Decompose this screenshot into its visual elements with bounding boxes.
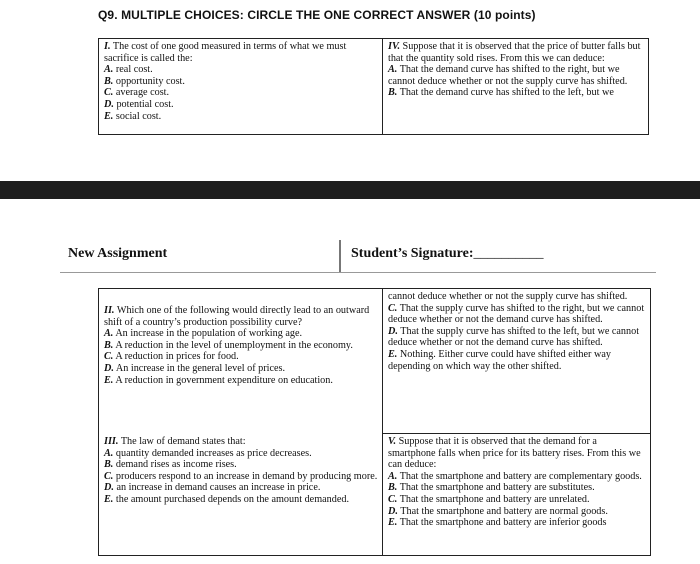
section-title: Q9. MULTIPLE CHOICES: CIRCLE THE ONE CORRECT ANSWER (10 points): [98, 8, 536, 22]
question-1-cell: [99, 39, 383, 134]
question-3-option-d[interactable]: D. an increase in demand causes an increase in price.: [104, 482, 321, 494]
question-3-option-c[interactable]: C. producers respond to an increase in demand by producing more.: [104, 470, 378, 482]
question-3-cell: [99, 434, 390, 506]
question-2-cell: [99, 303, 390, 386]
right-column-divider: [383, 433, 650, 434]
top-question-table: [98, 38, 649, 135]
question-2-option-a[interactable]: A. An increase in the population of working age.: [104, 328, 303, 340]
question-5-option-b[interactable]: B. That the smartphone and battery are substitutes.: [388, 482, 595, 494]
header-separator: [339, 240, 341, 272]
question-4-option-a[interactable]: A. That the demand curve has shifted to the right, but we cannot deduce whether or not the supply curve has shifted.: [388, 64, 628, 87]
question-5-option-e[interactable]: E. That the smartphone and battery are inferior goods: [388, 517, 607, 529]
question-4-option-e[interactable]: E. Nothing. Either curve could have shifted either way depending on which way the other shifted.: [388, 348, 611, 372]
question-4-option-d[interactable]: D. That the supply curve has shifted to the left, but we cannot deduce whether or not the demand curve has shifted.: [388, 325, 640, 349]
page-divider-band: [0, 181, 700, 199]
question-2-option-e[interactable]: E. A reduction in government expenditure on education.: [104, 374, 333, 386]
bottom-left-column: [99, 289, 383, 555]
question-4-stem: IV. Suppose that it is observed that the price of butter falls but that the quantity sold rises. From this we can deduce:: [388, 41, 641, 64]
question-4-continued-cell: [383, 289, 650, 372]
question-3-stem: III. The law of demand states that:: [104, 436, 246, 447]
question-5-option-a[interactable]: A. That the smartphone and battery are complementary goods.: [388, 470, 642, 482]
question-4-option-b[interactable]: B. That the demand curve has shifted to the left, but we: [388, 87, 614, 99]
new-assignment-heading: New Assignment: [68, 246, 168, 261]
question-5-option-c[interactable]: C. That the smartphone and battery are unrelated.: [388, 493, 590, 505]
question-5-stem: V. Suppose that it is observed that the demand for a smartphone falls when price for its battery rises. From this we can deduce:: [388, 436, 641, 471]
question-3-option-b[interactable]: B. demand rises as income rises.: [104, 459, 237, 471]
question-1-option-e[interactable]: E. social cost.: [104, 110, 162, 122]
question-2-option-d[interactable]: D. An increase in the general level of prices.: [104, 362, 286, 374]
signature-blank[interactable]: __________: [473, 246, 544, 261]
question-1-option-d[interactable]: D. potential cost.: [104, 98, 174, 110]
question-1-option-a[interactable]: A. real cost.: [104, 64, 153, 76]
question-3-option-e[interactable]: E. the amount purchased depends on the amount demanded.: [104, 493, 350, 505]
student-signature[interactable]: [351, 246, 544, 262]
bottom-right-column: [383, 289, 650, 555]
question-5-option-d[interactable]: D. That the smartphone and battery are normal goods.: [388, 505, 608, 517]
question-5-cell: [383, 434, 650, 529]
question-1-stem: I. The cost of one good measured in terms of what we must sacrifice is called the:: [104, 41, 347, 64]
question-2-option-b[interactable]: B. A reduction in the level of unemployment in the economy.: [104, 339, 353, 351]
bottom-question-table: [98, 288, 651, 556]
question-2-option-c[interactable]: C. A reduction in prices for food.: [104, 351, 239, 363]
question-1-option-b[interactable]: B. opportunity cost.: [104, 75, 185, 87]
question-4-continued-lead: cannot deduce whether or not the supply curve has shifted.: [388, 291, 628, 302]
question-1-option-c[interactable]: C. average cost.: [104, 87, 170, 99]
question-2-stem: II. Which one of the following would directly lead to an outward shift of a country’s production possibility curve?: [104, 305, 370, 328]
question-4-option-c[interactable]: C. That the supply curve has shifted to the right, but we cannot deduce whether or not the demand curve has shifted.: [388, 302, 645, 326]
question-3-option-a[interactable]: A. quantity demanded increases as price decreases.: [104, 447, 312, 459]
signature-label: Student’s Signature:: [351, 246, 474, 261]
question-4-cell: [383, 39, 648, 134]
assignment-header: [60, 236, 656, 273]
